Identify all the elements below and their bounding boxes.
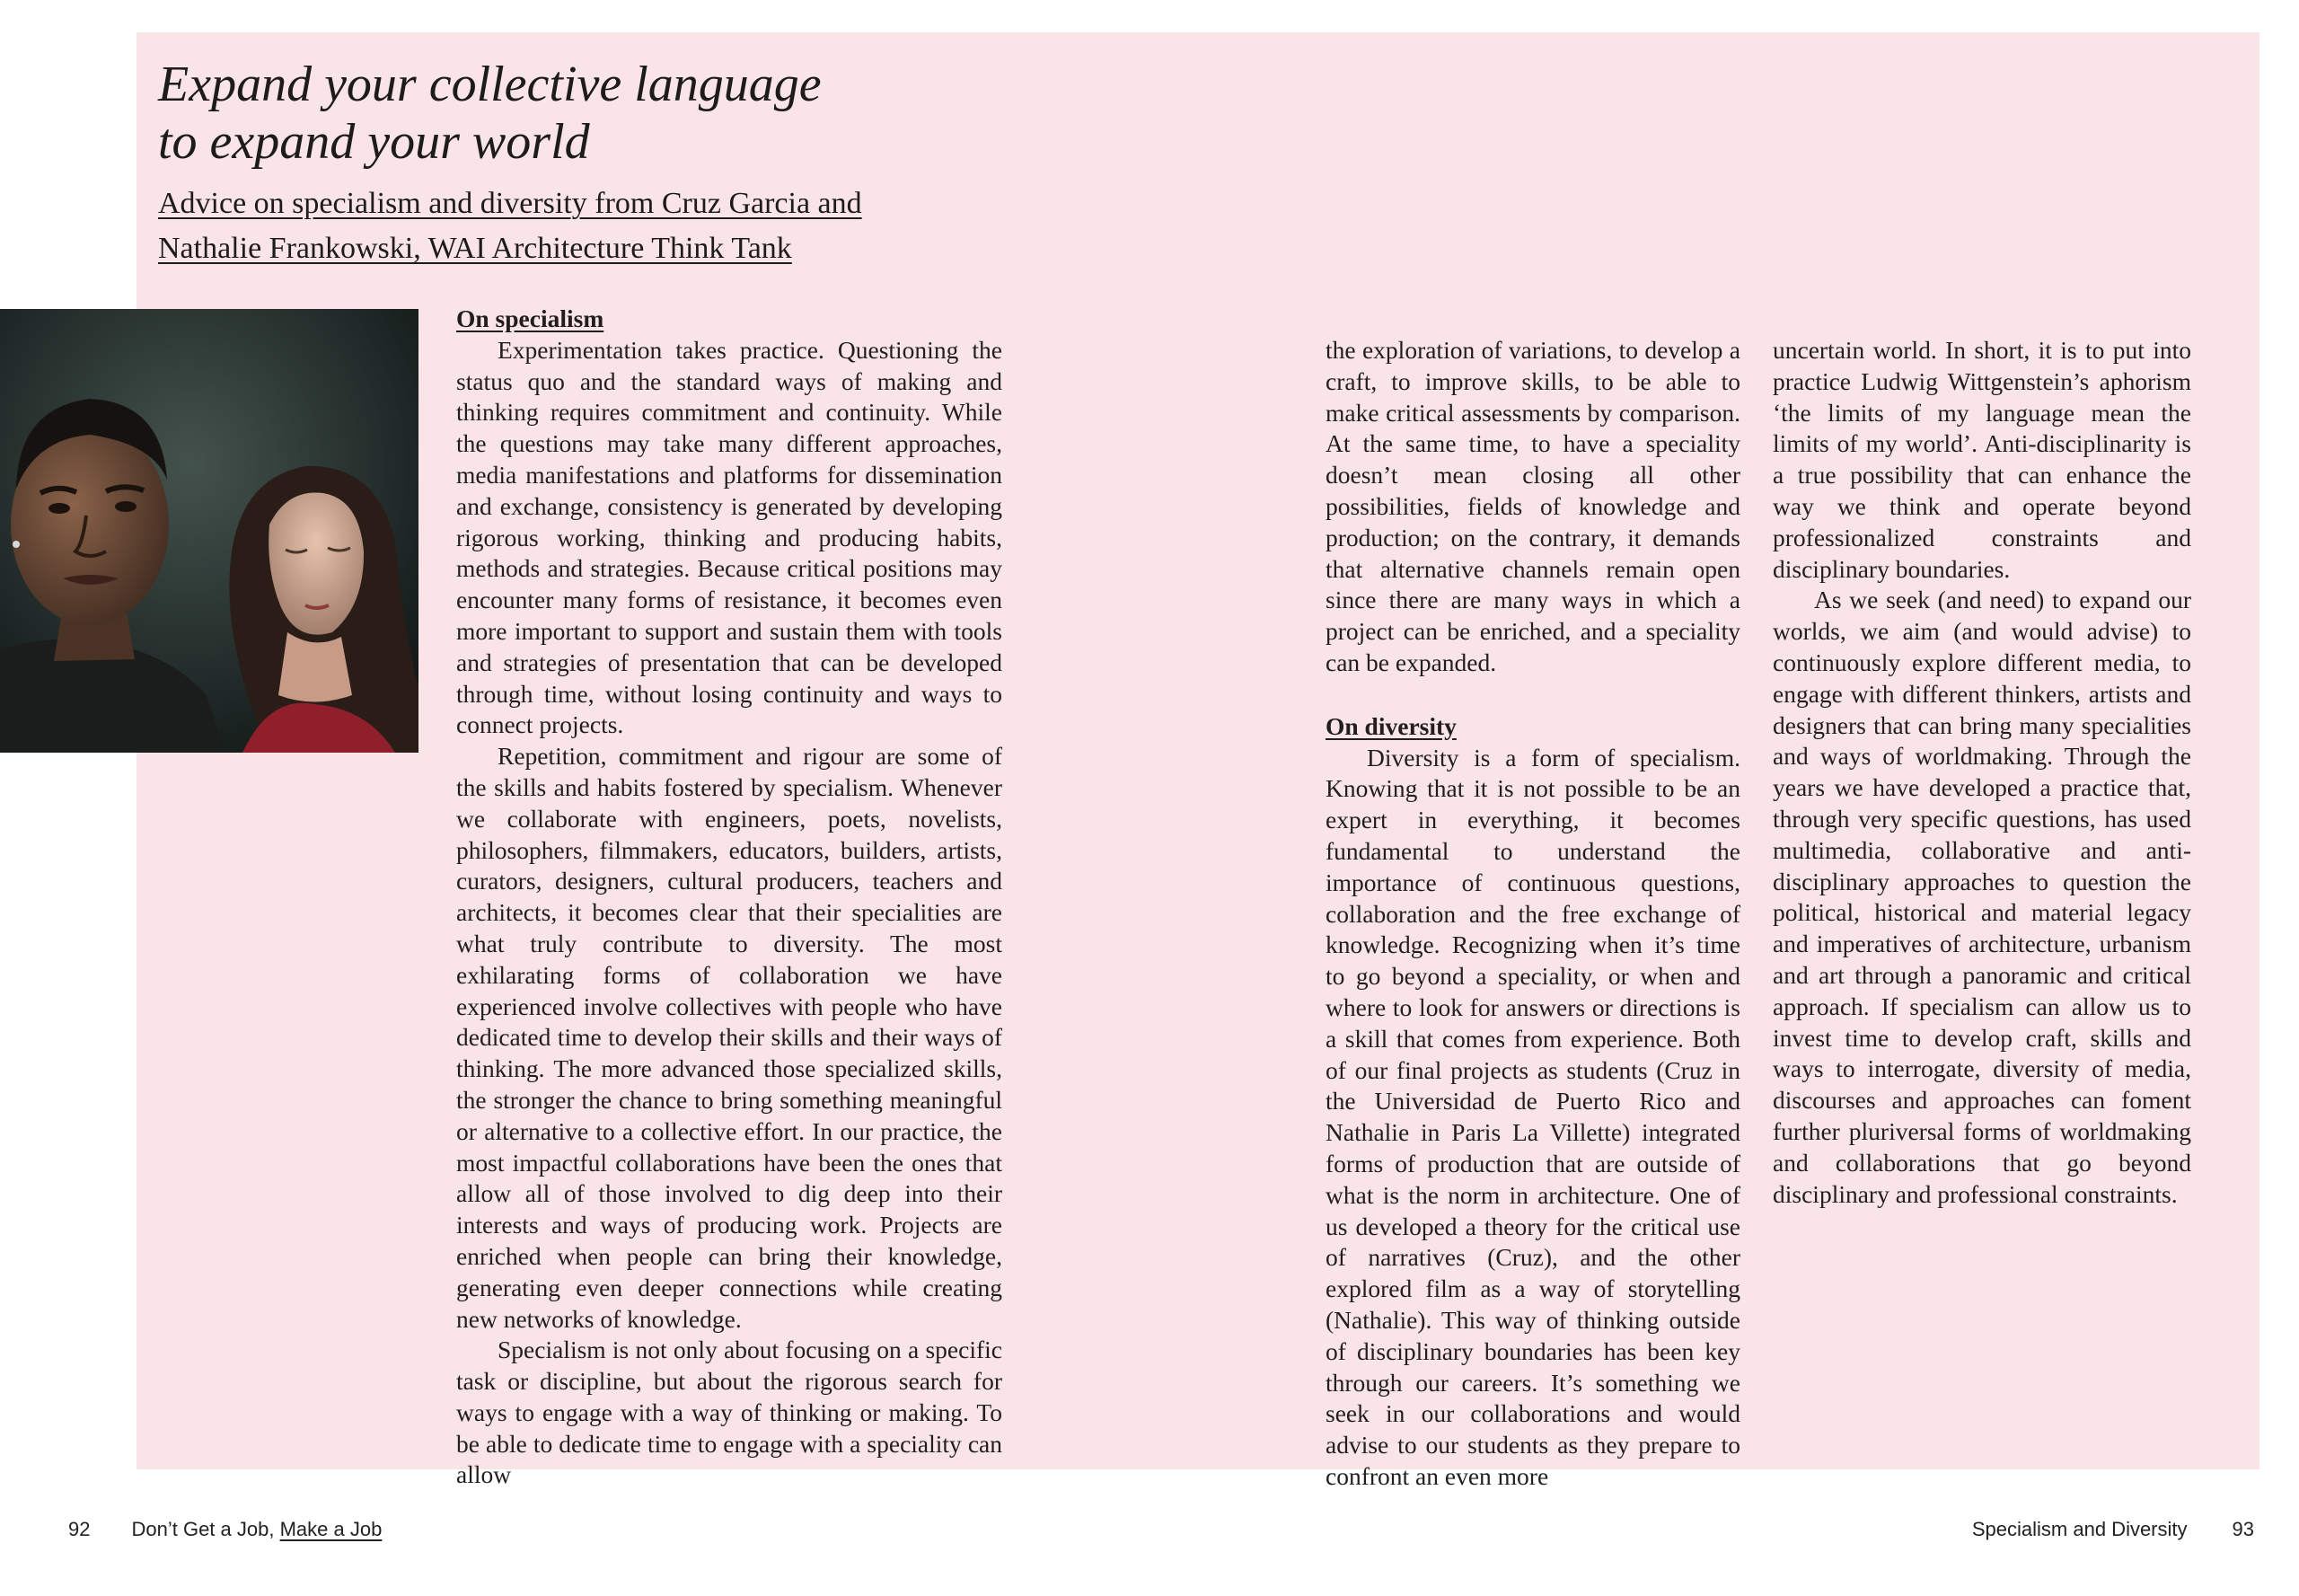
book-title-link[interactable]: Make a Job [279,1518,383,1540]
title-line-2: to expand your world [158,114,590,170]
subtitle-line-2: Nathalie Frankowski, WAI Architecture Think Tank [158,232,792,265]
text-column-3 [1773,335,2191,1210]
paragraph: Specialism is not only about focusing on a specific task or discipline, but about the rigorous search for ways to engage with a way of thinking or making. To be able to dedicate time to engage with a speciality can allow [456,1336,1002,1489]
article-header [158,56,1056,271]
article-subtitle [158,181,1056,271]
footer-right [1972,1516,2254,1543]
paragraph-continuation: uncertain world. In short, it is to put into practice Ludwig Wittgenstein’s aphorism ‘the limits of my language mean the limits of my world’. Anti-disciplinarity is a true possibility that can enhance the way we think and operate beyond professionalized constraints and disciplinary boundaries. [1773,336,2191,583]
paragraph: As we seek (and need) to expand our worlds, we aim (and would advise) to continuously explore different media, to engage with different thinkers, artists and designers that can bring many specialities and ways of worldmaking. Through the years we have developed a practice that, through very specific questions, has used multimedia, collaborative and anti-disciplinary approaches to question the political, historical and material legacy and imperatives of architecture, urbanism and art through a panoramic and critical approach. If specialism can allow us to invest time to develop craft, skills and ways to interrogate, diversity of media, discourses and approaches can foment further pluriversal forms of worldmaking and collaborations that go beyond disciplinary and professional constraints. [1773,586,2191,1208]
paragraph-continuation: the exploration of variations, to develop a craft, to improve skills, to be able to make critical assessments by comparison. At the same time, to have a speciality doesn’t mean closing all other possibilities, fields of knowledge and production; on the contrary, it demands that alternative channels remain open since there are many ways in which a project can be enriched, and a speciality can be expanded. [1326,336,1740,676]
page-number-left: 92 [68,1518,91,1540]
article-title [158,56,1056,171]
section-heading-specialism: On specialism [456,304,604,332]
paragraph: Experimentation takes practice. Questioning the status quo and the standard ways of making and thinking requires commitment and continuity. While the questions may take many different approaches, media manifestations and platforms for dissemination and exchange, consistency is generated by developing rigorous working, thinking and producing habits, methods and strategies. Because critical positions may encounter many forms of resistance, it becomes even more important to support and sustain them with tools and strategies of presentation that can be developed through time, without losing continuity and ways to connect projects. [456,335,1002,739]
section-heading-diversity: On diversity [1326,711,1457,740]
text-column-1 [456,304,1002,1491]
text-column-2 [1326,335,1740,1493]
paragraph: Repetition, commitment and rigour are some of the skills and habits fostered by specialism. Whenever we collaborate with engineers, poets, novelists, philosophers, filmmakers, educators, builders, artists, curators, designers, cultural producers, teachers and architects, it becomes clear that their specialities are what truly contribute to diversity. The most exhilarating forms of collaboration we have experienced involve collectives with people who have dedicated time to develop their skills and their ways of thinking. The more advanced those specialized skills, the stronger the chance to bring something meaningful or alternative to a collective effort. In our practice, the most impactful collaborations have been the ones that allow all of those involved to dig deep into their interests and ways of producing work. Projects are enriched when people can bring their knowledge, generating even deeper connections while creating new networks of knowledge. [456,742,1002,1333]
portrait-photo [0,309,418,753]
section-title: Specialism and Diversity [1971,1518,2188,1540]
paragraph: Diversity is a form of specialism. Knowing that it is not possible to be an expert in everything, it becomes fundamental to understand the importance of continuous questions, collaboration and the free exchange of knowledge. Recognizing when it’s time to go beyond a speciality, or when and where to look for answers or directions is a skill that comes from experience. Both of our final projects as students (Cruz in the Universidad de Puerto Rico and Nathalie in Paris La Villette) integrated forms of production that are outside of what is the norm in architecture. One of us developed a theory for the critical use of narratives (Cruz), and the other explored film as a way of storytelling (Nathalie). This way of thinking outside of disciplinary boundaries has been key through our careers. It’s something we seek in our collaborations and would advise to our students as they prepare to confront an even more [1326,743,1740,1490]
page-number-right: 93 [2232,1518,2254,1540]
subtitle-line-1: Advice on specialism and diversity from Cruz Garcia and [158,187,862,220]
footer-left [68,1516,382,1543]
title-line-1: Expand your collective language [158,57,822,112]
portrait-illustration [0,309,418,753]
book-title: Don’t Get a Job, [131,1518,275,1540]
